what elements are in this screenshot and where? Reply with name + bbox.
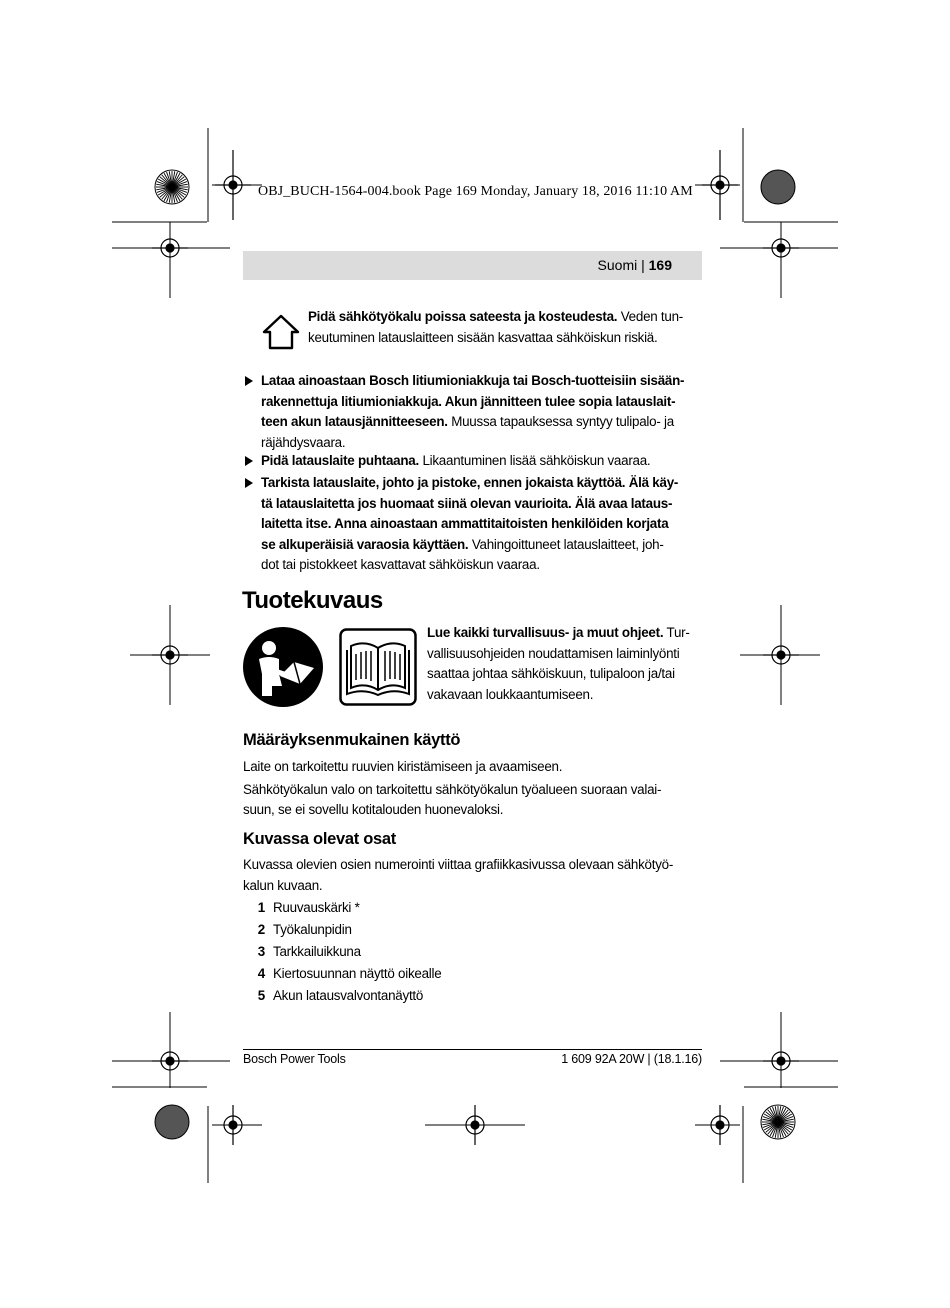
footer-divider (243, 1049, 702, 1050)
warning-house-rest: Veden tun- (617, 309, 684, 324)
parts-intro-line1: Kuvassa olevien osien numerointi viittaa grafiikkasivussa olevaan sähkötyö- (243, 857, 674, 872)
bullet-1-line-3-bold: teen akun latausjännitteeseen. (261, 414, 448, 429)
read-instructions-line2: vallisuusohjeiden noudattamisen laiminlyönti (427, 645, 680, 661)
bullet-3-line-4-bold: se alkuperäisiä varaosia käyttäen. (261, 536, 469, 552)
page-number: 169 (648, 257, 672, 273)
read-instructions-text (427, 623, 705, 705)
safety-bullet-3 (243, 473, 703, 576)
part-label: Tarkkailuikkuna (273, 944, 361, 959)
part-number: 4 (257, 966, 265, 981)
bullet-arrow-icon (245, 478, 253, 488)
list-item (243, 920, 703, 942)
header-language: Suomi (597, 257, 638, 273)
footer-doc-number: 1 609 92A 20W | (18.1.16) (561, 1052, 702, 1066)
intended-use-para1: Laite on tarkoitettu ruuvien kiristämiseen ja avaamiseen. (243, 759, 563, 774)
bullet-3-line-1: Tarkista latauslaite, johto ja pistoke, ennen jokaista käyttöä. Älä käy- (261, 475, 679, 490)
bullet-3-line-3: laitetta itse. Anna ainoastaan ammattitaitoisten henkilöiden korjata (261, 516, 669, 531)
open-book-icon (339, 628, 417, 706)
read-instructions-line4: vakavaan loukkaantumiseen. (427, 686, 594, 702)
bullet-3-line-4: Vahingoittuneet latauslaitteet, joh- (468, 536, 664, 552)
warning-house-line2: keutuminen latauslaitteen sisään kasvattaa sähköiskun riskiä. (308, 329, 658, 345)
intended-use-text (243, 757, 705, 821)
bullet-2-text: Likaantuminen lisää sähköiskun vaaraa. (418, 453, 651, 468)
read-instructions-line1: Tur- (663, 625, 690, 640)
bullet-arrow-icon (245, 456, 253, 466)
intended-use-para2-line2: suun, se ei sovellu kotitalouden huonevaloksi. (243, 802, 504, 817)
parts-intro (243, 855, 705, 896)
list-item (243, 964, 703, 986)
warning-house-bold: Pidä sähkötyökalu poissa sateesta ja kosteudesta. (308, 309, 618, 324)
page-header (243, 251, 702, 280)
footer-brand: Bosch Power Tools (243, 1052, 346, 1066)
bullet-1-line-1: Lataa ainoastaan Bosch litiumioniakkuja tai Bosch-tuotteisiin sisään- (261, 373, 685, 388)
part-number: 2 (257, 922, 265, 937)
list-item (243, 898, 703, 920)
safety-bullet-1 (243, 371, 703, 453)
part-label: Ruuvauskärki * (273, 900, 360, 915)
parts-list (243, 898, 703, 1008)
bullet-1-line-4: räjähdysvaara. (261, 434, 346, 450)
part-number: 5 (257, 988, 265, 1003)
bullet-arrow-icon (245, 376, 253, 386)
read-instructions-bold: Lue kaikki turvallisuus- ja muut ohjeet. (427, 625, 664, 640)
part-number: 3 (257, 944, 265, 959)
house-indoor-icon (261, 313, 301, 351)
bullet-3-line-5: dot tai pistokkeet kasvattavat sähköiskun vaaraa. (261, 557, 540, 572)
parts-intro-line2: kalun kuvaan. (243, 877, 323, 893)
bullet-2-bold: Pidä latauslaite puhtaana. (261, 453, 419, 468)
book-print-info: OBJ_BUCH-1564-004.book Page 169 Monday, January 18, 2016 11:10 AM (258, 184, 693, 199)
header-label (598, 257, 672, 273)
part-label: Työkalunpidin (273, 922, 352, 937)
section-title: Tuotekuvaus (242, 587, 383, 614)
read-instructions-line3: saattaa johtaa sähköiskuun, tulipaloon ja/tai (427, 666, 675, 681)
list-item (243, 986, 703, 1008)
intended-use-para2-line1: Sähkötyökalun valo on tarkoitettu sähkötyökalun työalueen suoraan valai- (243, 781, 662, 797)
header-separator: | (641, 257, 645, 273)
parts-heading: Kuvassa olevat osat (243, 830, 396, 848)
bullet-3-line-2: tä latauslaitetta jos huomaat siinä olevan vaurioita. Älä avaa lataus- (261, 495, 673, 511)
bullet-1-line-2: rakennettuja litiumioniakkuja. Akun jännitteen tulee sopia latauslait- (261, 393, 676, 409)
warning-house-text (308, 307, 703, 348)
part-number: 1 (257, 900, 265, 915)
bullet-1-line-3: Muussa tapauksessa syntyy tulipalo- ja (447, 414, 674, 429)
safety-bullet-2 (243, 451, 703, 472)
intended-use-heading: Määräyksenmukainen käyttö (243, 731, 461, 749)
list-item (243, 942, 703, 964)
part-label: Kiertosuunnan näyttö oikealle (273, 966, 442, 981)
part-label: Akun latausvalvontanäyttö (273, 988, 424, 1003)
read-manual-icon (242, 626, 324, 708)
